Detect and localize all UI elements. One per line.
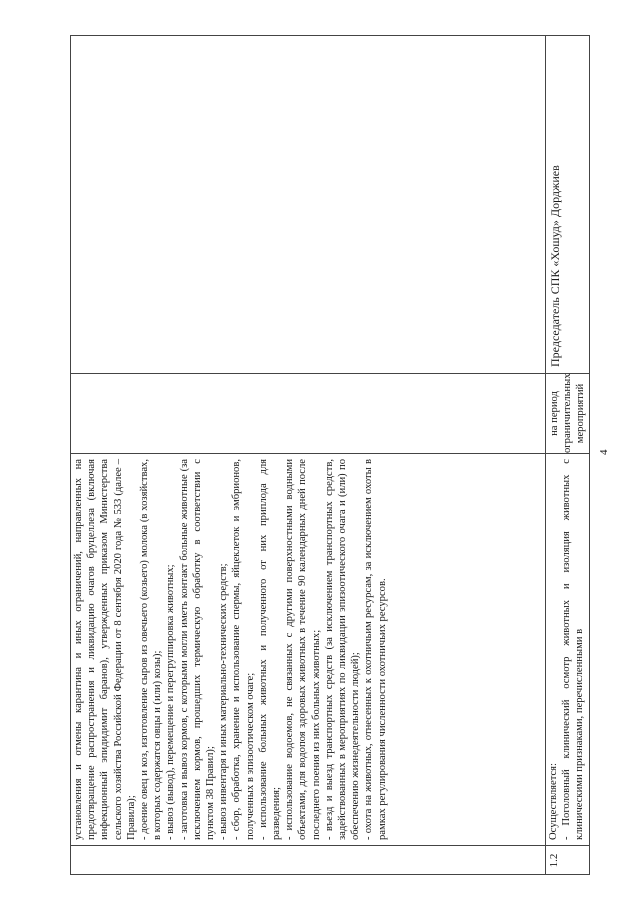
text-line: - использование больных животных и полученного от них приплода для разведения; [257,459,283,840]
page-number: 4 [598,449,610,455]
responsible-cell [70,35,545,373]
text-line: - въезд и выезд транспортных средств (за исключением транспортных средств, задействованных в мероприятиях по ликвидации эпизоотического очага и (или) по обеспечению жизнедеятельности людей); [323,459,362,840]
text-line: Осуществляется: [548,763,559,840]
rotated-page [70,35,610,875]
text-line: - вывоз инвентаря и иных материально-технических средств; [218,563,230,840]
row-number: 1.2 [545,845,590,875]
text-line: - охота на животных, отнесенных к охотничьим ресурсам, за исключением охоты в рамках регулирования численности охотничьих ресурсов. [363,459,388,840]
text-line: - Поголовный клинический осмотр животных и изоляция животных с клиническими признаками, перечисленными в [561,459,586,840]
text-line: - сбор, обработка, хранение и использование спермы, яйцеклеток и эмбрионов, полученных в эпизоотическом очаге; [231,459,256,840]
term-cell [70,373,545,453]
measures-text [545,453,590,845]
text-line: установления и отмены карантина и иных ограничений, направленных на предотвращение распространения и ликвидацию очагов бруцеллеза (включая инфекционный эпидидимит баранов), утвержденных приказом Министерства сельского хозяйства Российской Федерации от 8 сентября 2020 года № 533 (далее – Правила); [73,459,137,840]
row-number [70,845,545,875]
text-line: - вывоз (вывод), перемещение и перегруппировка животных; [165,564,177,840]
measures-text [70,453,545,845]
text-line: - доение овец и коз, изготовление сыров из овечьего (козьего) молока (в хозяйствах, в которых содержатся овцы и (или) козы); [139,459,164,840]
term-cell: на период ограничительных мероприятий [545,373,590,453]
text-line: - заготовка и вывоз кормов, с которыми могли иметь контакт больные животные (за исключением кормов, прошедших термическую обработку в соответствии с пунктом 38 Правил); [178,459,217,840]
table-row [70,35,546,875]
responsible-cell: Председатель СПК «Хошуд» Дорджиев [548,165,562,367]
table-row [545,35,590,875]
text-line: - использование водоемов, не связанных с другими поверхностными водными объектами, для водопоя здоровых животных в течение 90 календарных дней после последнего поения из них больных животных; [284,459,322,840]
